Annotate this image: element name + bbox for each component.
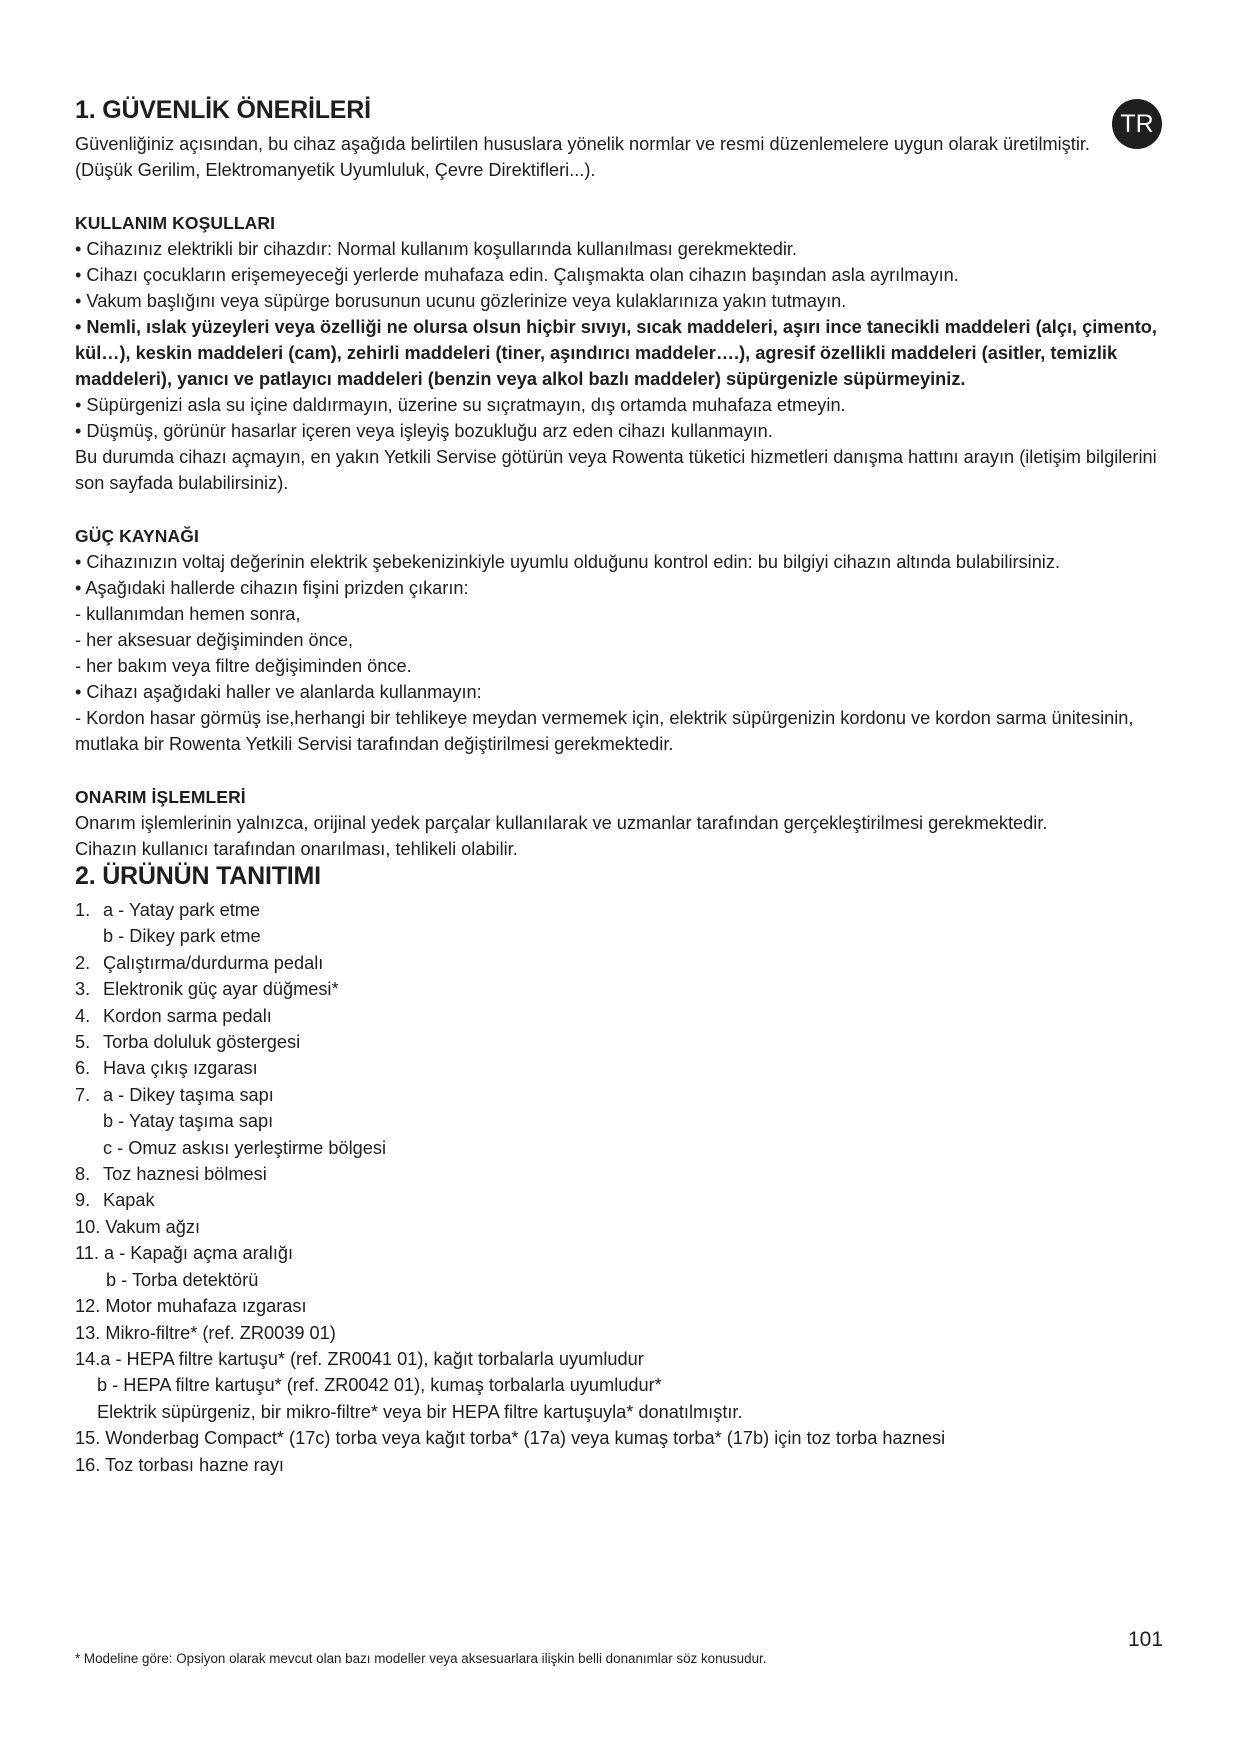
usage-heading: KULLANIM KOŞULLARI	[75, 213, 276, 233]
list-item: 14.a - HEPA filtre kartuşu* (ref. ZR0041 01), kağıt torbalarla uyumludur	[75, 1348, 644, 1369]
section2-title: 2. ÜRÜNÜN TANITIMI	[75, 862, 321, 890]
list-item: b - HEPA filtre kartuşu* (ref. ZR0042 01), kumaş torbalarla uyumludur*	[97, 1375, 662, 1396]
footnote: * Modeline göre: Opsiyon olarak mevcut olan bazı modeller veya aksesuarlara ilişkin belli donanımlar söz konusudur.	[75, 1651, 767, 1666]
list-item: 11. a - Kapağı açma aralığı	[75, 1243, 294, 1264]
usage-list	[75, 236, 1165, 496]
repair-line: Cihazın kullanıcı tarafından onarılması, tehlikeli olabilir.	[75, 839, 518, 859]
usage-line: • Süpürgenizi asla su içine daldırmayın, üzerine su sıçratmayın, dış ortamda muhafaza etmeyin.	[75, 395, 846, 415]
list-item: 16. Toz torbası hazne rayı	[75, 1454, 284, 1475]
section1-intro: Güvenliğiniz açısından, bu cihaz aşağıda belirtilen hususlara yönelik normlar ve resmi düzenlemelere uygun olarak üretilmiştir. (Düşük Gerilim, Elektromanyetik Uyumluluk, Çevre Direktifleri...).	[75, 134, 1090, 180]
repair-heading: ONARIM İŞLEMLERİ	[75, 787, 246, 807]
list-item: 6. Hava çıkış ızgarası	[75, 1058, 258, 1079]
page-number: 101	[1128, 1628, 1164, 1651]
list-item: 2. Çalıştırma/durdurma pedalı	[75, 952, 324, 973]
list-item: 8. Toz haznesi bölmesi	[75, 1164, 267, 1185]
list-item: b - Torba detektörü	[106, 1269, 259, 1290]
power-line: • Cihazınızın voltaj değerinin elektrik şebekenizinkiyle uyumlu olduğunu kontrol edin: bu bilgiyi cihazın altında bulabilirsiniz.	[75, 552, 1060, 572]
language-badge-tr: TR	[1112, 99, 1162, 149]
list-item: Elektrik süpürgeniz, bir mikro-filtre* veya bir HEPA filtre kartuşuyla* donatılmıştır.	[97, 1401, 743, 1422]
power-line: - her aksesuar değişiminden önce,	[75, 630, 354, 650]
section1-title: 1. GÜVENLİK ÖNERİLERİ	[75, 96, 371, 124]
list-item: 9. Kapak	[75, 1190, 155, 1211]
list-item: 7. a - Dikey taşıma sapı	[75, 1084, 274, 1105]
usage-line: • Cihazı çocukların erişemeyeceği yerlerde muhafaza edin. Çalışmakta olan cihazın başından asla ayrılmayın.	[75, 265, 959, 285]
list-item: 5. Torba doluluk göstergesi	[75, 1032, 301, 1053]
power-line: - kullanımdan hemen sonra,	[75, 604, 301, 624]
list-item: 4. Kordon sarma pedalı	[75, 1005, 272, 1026]
list-item: 15. Wonderbag Compact* (17c) torba veya kağıt torba* (17a) veya kumaş torba* (17b) için toz torba haznesi	[75, 1428, 946, 1449]
product-parts-list	[75, 897, 1165, 1478]
power-list	[75, 549, 1165, 757]
list-item: b - Dikey park etme	[103, 926, 261, 947]
power-line: • Cihazı aşağıdaki haller ve alanlarda kullanmayın:	[75, 682, 482, 702]
usage-line: • Vakum başlığını veya süpürge borusunun ucunu gözlerinize veya kulaklarınıza yakın tutmayın.	[75, 291, 847, 311]
usage-warning-bold: • Nemli, ıslak yüzeyleri veya özelliği ne olursa olsun hiçbir sıvıyı, sıcak maddeleri, aşırı ince tanecikli maddeleri (alçı, çimento, kül…), keskin maddeleri (cam), zehirli maddeleri (tiner, aşındırıcı maddeler….), agresif özellikli maddeleri (asitler, temizlik maddeleri), yanıcı ve patlayıcı maddeleri (benzin veya alkol bazlı maddeler) süpürgenizle süpürmeyiniz.	[75, 317, 1157, 389]
power-line: - her bakım veya filtre değişiminden önce.	[75, 656, 412, 676]
repair-line: Onarım işlemlerinin yalnızca, orijinal yedek parçalar kullanılarak ve uzmanlar tarafından gerçekleştirilmesi gerekmektedir.	[75, 813, 1048, 833]
manual-page	[75, 96, 1165, 1478]
list-item: 13. Mikro-filtre* (ref. ZR0039 01)	[75, 1322, 336, 1343]
power-heading: GÜÇ KAYNAĞI	[75, 526, 199, 546]
usage-line: • Düşmüş, görünür hasarlar içeren veya işleyiş bozukluğu arz eden cihazı kullanmayın.	[75, 421, 773, 441]
list-item: c - Omuz askısı yerleştirme bölgesi	[103, 1137, 386, 1158]
usage-line: • Cihazınız elektrikli bir cihazdır: Normal kullanım koşullarında kullanılması gerekmektedir.	[75, 239, 798, 259]
list-item: 3. Elektronik güç ayar düğmesi*	[75, 979, 339, 1000]
power-line: • Aşağıdaki hallerde cihazın fişini prizden çıkarın:	[75, 578, 469, 598]
list-item: 10. Vakum ağzı	[75, 1216, 201, 1237]
usage-closing: Bu durumda cihazı açmayın, en yakın Yetkili Servise götürün veya Rowenta tüketici hizmetleri danışma hattını arayın (iletişim bilgilerini son sayfada bulabilirsiniz).	[75, 447, 1157, 493]
list-item: 12. Motor muhafaza ızgarası	[75, 1296, 307, 1317]
list-item: b - Yatay taşıma sapı	[103, 1111, 274, 1132]
list-item: 1. a - Yatay park etme	[75, 900, 261, 920]
power-closing: - Kordon hasar görmüş ise,herhangi bir tehlikeye meydan vermemek için, elektrik süpürgenizin kordonu ve kordon sarma ünitesinin, mutlaka bir Rowenta Yetkili Servisi tarafından değiştirilmesi gerekmektedir.	[75, 708, 1134, 754]
